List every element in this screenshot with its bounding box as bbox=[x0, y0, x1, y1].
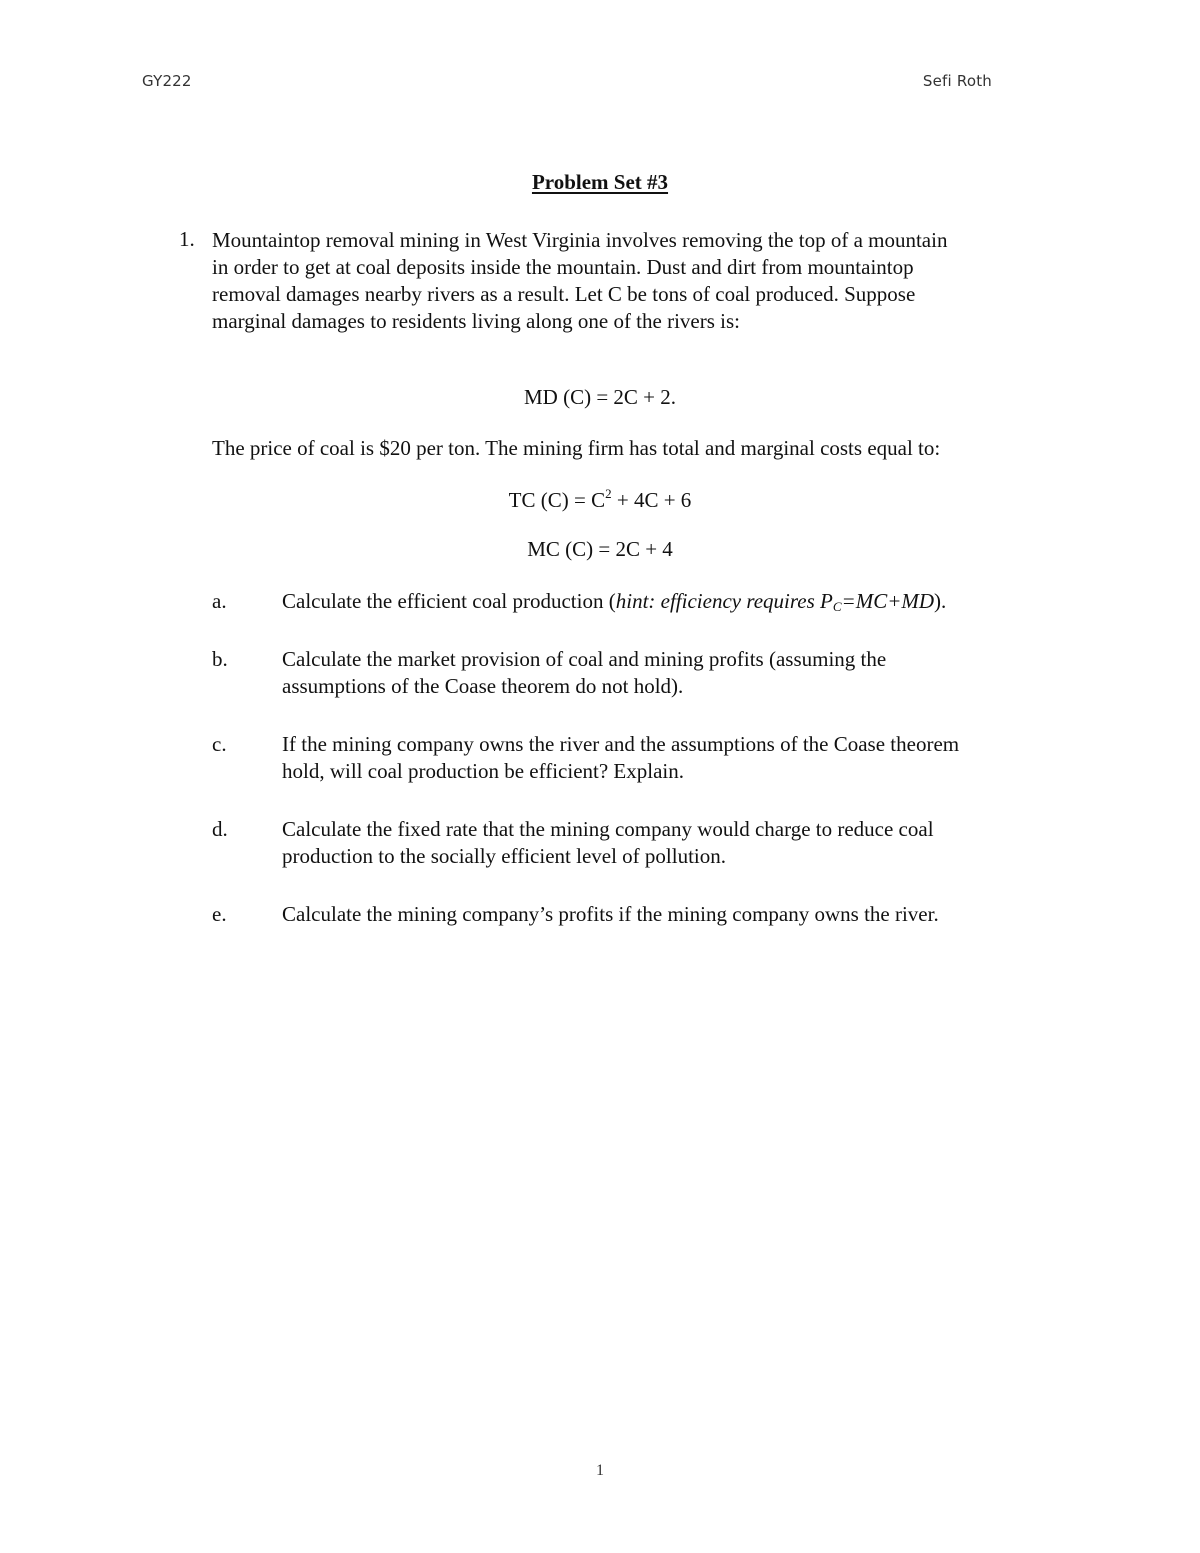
question-line: in order to get at coal deposits inside the mountain. Dust and dirt from mountaintop bbox=[212, 255, 914, 279]
subquestion-text bbox=[282, 588, 1062, 620]
marginal-damage-equation: MD (C) = 2C + 2. bbox=[523, 385, 677, 409]
hint-suffix: =MC+MD bbox=[841, 589, 935, 613]
subquestion-letter: c. bbox=[212, 732, 227, 756]
question-line: marginal damages to residents living along one of the rivers is: bbox=[212, 309, 740, 333]
question-text bbox=[212, 227, 1052, 335]
subquestion-text bbox=[282, 731, 1062, 785]
question-number: 1. bbox=[179, 227, 195, 251]
subquestion-line: Calculate the fixed rate that the mining company would charge to reduce coal bbox=[282, 817, 934, 841]
hint-subscript: C bbox=[832, 599, 842, 614]
subquestion-text bbox=[282, 816, 1062, 870]
subquestion-line: Calculate the mining company’s profits if the mining company owns the river. bbox=[282, 902, 939, 926]
subquestion-letter: d. bbox=[212, 817, 228, 841]
subquestion-text bbox=[282, 646, 1062, 700]
subquestion-letter: a. bbox=[212, 589, 227, 613]
subquestion-text bbox=[282, 901, 1062, 928]
header-author: Sefi Roth bbox=[922, 72, 992, 90]
header-course-code: GY222 bbox=[142, 72, 192, 90]
subquestion-letter: b. bbox=[212, 647, 228, 671]
marginal-cost-equation: MC (C) = 2C + 4 bbox=[527, 537, 673, 561]
tc-equation-prefix: TC (C) = C bbox=[508, 488, 606, 512]
subquestion-line: hold, will coal production be efficient? Explain. bbox=[282, 759, 684, 783]
question-line: removal damages nearby rivers as a result. Let C be tons of coal produced. Suppose bbox=[212, 282, 916, 306]
hint-prefix: hint: efficiency requires P bbox=[615, 589, 833, 613]
subquestion-text-prefix: Calculate the efficient coal production ( bbox=[282, 589, 616, 613]
price-statement: The price of coal is $20 per ton. The mining firm has total and marginal costs equal to: bbox=[212, 436, 941, 460]
tc-equation-exponent: 2 bbox=[605, 486, 612, 501]
page-title: Problem Set #3 bbox=[531, 170, 669, 194]
tc-equation-suffix: + 4C + 6 bbox=[611, 488, 692, 512]
subquestion-letter: e. bbox=[212, 902, 227, 926]
page-number: 1 bbox=[596, 1462, 604, 1479]
subquestion-line: production to the socially efficient level of pollution. bbox=[282, 844, 727, 868]
subquestion-line: assumptions of the Coase theorem do not hold). bbox=[282, 674, 684, 698]
subquestion-text-suffix: ). bbox=[934, 589, 947, 613]
total-cost-equation bbox=[0, 486, 1200, 513]
efficiency-hint bbox=[616, 589, 934, 613]
question-line: Mountaintop removal mining in West Virginia involves removing the top of a mountain bbox=[212, 228, 948, 252]
subquestion-line: Calculate the market provision of coal and mining profits (assuming the bbox=[282, 647, 887, 671]
subquestion-line: If the mining company owns the river and the assumptions of the Coase theorem bbox=[282, 732, 960, 756]
